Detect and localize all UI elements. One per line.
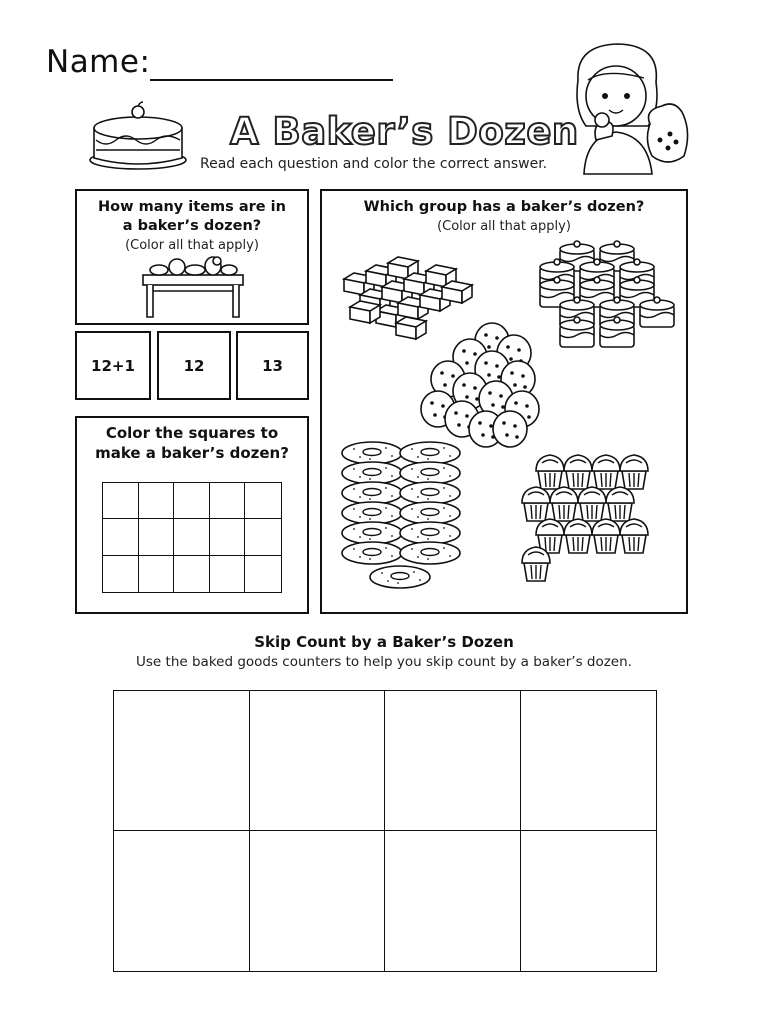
page-subtitle: Read each question and color the correct answer. xyxy=(200,156,548,172)
grid-square[interactable] xyxy=(245,556,281,592)
grid-square[interactable] xyxy=(139,519,175,555)
grid-square[interactable] xyxy=(210,519,246,555)
question-2-hint: (Color all that apply) xyxy=(437,219,571,234)
grid-square[interactable] xyxy=(103,483,139,519)
donut xyxy=(400,542,460,564)
donut xyxy=(342,502,402,524)
question-1-title-line2: a baker’s dozen? xyxy=(122,218,262,234)
question-3-title-line2: make a baker’s dozen? xyxy=(95,444,289,462)
skip-count-title: Skip Count by a Baker’s Dozen xyxy=(254,633,514,651)
grid-square[interactable] xyxy=(245,483,281,519)
grid-square[interactable] xyxy=(210,483,246,519)
donut xyxy=(342,542,402,564)
donut xyxy=(400,482,460,504)
skip-count-cell[interactable] xyxy=(385,691,521,831)
grid-square[interactable] xyxy=(139,556,175,592)
donut xyxy=(400,502,460,524)
name-write-line[interactable] xyxy=(150,79,393,81)
donut xyxy=(342,462,402,484)
donut xyxy=(400,522,460,544)
bakery-table-icon xyxy=(137,257,249,319)
cookies-group-icon[interactable] xyxy=(418,325,558,455)
donut xyxy=(370,566,430,588)
page-title: A Baker’s Dozen xyxy=(230,110,579,153)
skip-count-cell[interactable] xyxy=(114,831,250,971)
grid-square[interactable] xyxy=(103,519,139,555)
answer-13[interactable]: 13 xyxy=(236,331,309,400)
question-1-title-line1: How many items are in xyxy=(98,199,286,215)
grid-square[interactable] xyxy=(103,556,139,592)
donuts-group-icon[interactable] xyxy=(340,439,464,591)
grid-square[interactable] xyxy=(174,519,210,555)
question-3-title-line1: Color the squares to xyxy=(105,424,279,442)
donut xyxy=(342,482,402,504)
question-2-title: Which group has a baker’s dozen? xyxy=(363,199,645,215)
skip-count-cell[interactable] xyxy=(250,831,386,971)
skip-count-grid xyxy=(113,690,657,972)
grid-square[interactable] xyxy=(139,483,175,519)
skip-count-instructions: Use the baked goods counters to help you skip count by a baker’s dozen. xyxy=(136,654,632,670)
color-squares-grid xyxy=(102,482,282,593)
grid-square[interactable] xyxy=(245,519,281,555)
donut xyxy=(342,522,402,544)
grid-square[interactable] xyxy=(174,483,210,519)
question-2-panel xyxy=(320,189,688,614)
cupcakes-group-icon[interactable] xyxy=(524,453,656,585)
baker-girl-icon xyxy=(556,40,701,175)
skip-count-cell[interactable] xyxy=(521,691,657,831)
donut xyxy=(342,442,402,464)
skip-count-cell[interactable] xyxy=(114,691,250,831)
cookie xyxy=(493,411,527,447)
answer-12-plus-1[interactable]: 12+1 xyxy=(75,331,151,400)
grid-square[interactable] xyxy=(174,556,210,592)
skip-count-cell[interactable] xyxy=(521,831,657,971)
answer-12[interactable]: 12 xyxy=(157,331,231,400)
skip-count-cell[interactable] xyxy=(250,691,386,831)
cake-icon xyxy=(88,100,188,172)
question-1-hint: (Color all that apply) xyxy=(125,238,259,253)
name-label: Name: xyxy=(46,44,151,80)
donut xyxy=(400,442,460,464)
donut xyxy=(400,462,460,484)
question-1-panel xyxy=(75,189,309,325)
skip-count-cell[interactable] xyxy=(385,831,521,971)
grid-square[interactable] xyxy=(210,556,246,592)
